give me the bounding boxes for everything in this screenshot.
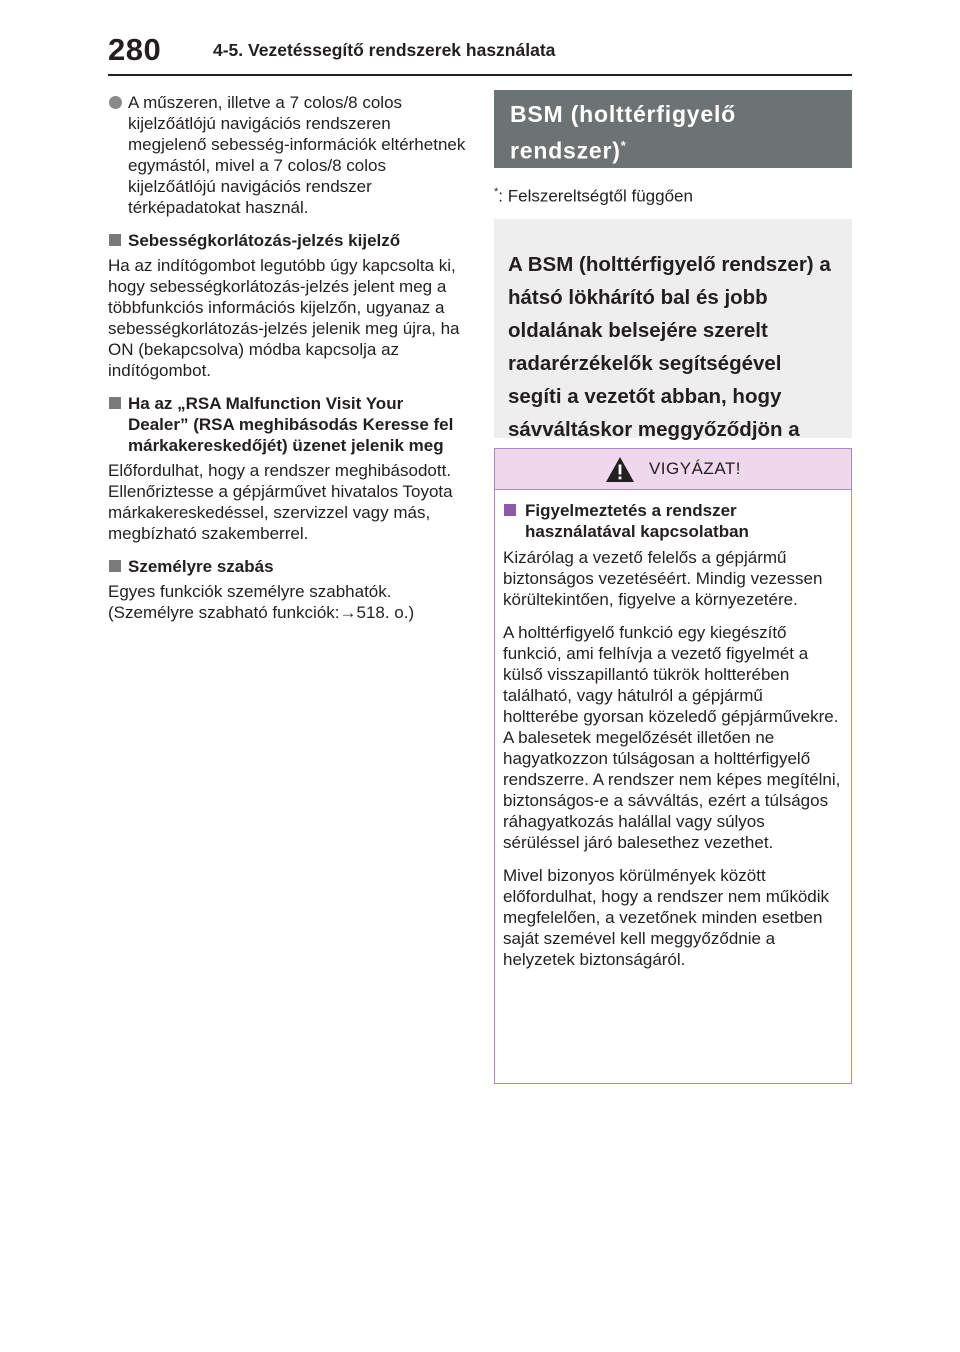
footnote-text: : Felszereltségtől függően: [498, 186, 693, 206]
caution-body: [495, 490, 851, 970]
left-column: [108, 92, 468, 635]
square-bullet-icon: [504, 504, 516, 516]
section-heading: [108, 230, 468, 251]
caution-title: VIGYÁZAT!: [648, 459, 742, 478]
caution-heading-text: Figyelmeztetés a rendszer használatával kapcsolatban: [525, 501, 749, 541]
caution-paragraph: A holttérfigyelő funkció egy kiegészítő funkció, ami felhívja a vezető figyelmét a külső visszapillantó tükrök holtterében található, vagy hátulról a gépjármű holtterébe gyorsan közeledő gépjárművekre. A balesetek megelőzését illetően ne hagyatkozzon túlságosan a holttérfigyelő rendszerre. A rendszer nem képes megítélni, biztonságos-e a sávváltás, ezért a túlságos ráhagyatkozás halállal vagy súlyos sérüléssel járó balesethez vezethet.: [503, 623, 841, 852]
square-bullet-icon: [109, 560, 121, 572]
section-body: Ha az indítógombot legutóbb úgy kapcsolta ki, hogy sebességkorlátozás-jelzés jelent meg a többfunkciós információs kijelzőn, ugyanaz a sebességkorlátozás-jelzés jelenik meg újra, ha ON (bekapcsolva) módba kapcsolja az indítógombot.: [108, 256, 460, 380]
page-header-title: 4-5. Vezetéssegítő rendszerek használata: [213, 40, 556, 60]
section-body: Előfordulhat, hogy a rendszer meghibásodott. Ellenőriztesse a gépjárművet hivatalos Toyota márkakereskedéssel, szervizzel vagy más, megbízható szakemberrel.: [108, 461, 453, 543]
footnote: [494, 186, 693, 207]
section-heading-text: Személyre szabás: [128, 557, 274, 576]
bsm-banner-title: BSM (holttérfigyelő rendszer): [510, 101, 737, 164]
section-heading-text: Ha az „RSA Malfunction Visit Your Dealer” (RSA meghibásodás Keresse fel márkakereskedőjét) üzenet jelenik meg: [128, 394, 454, 455]
square-bullet-icon: [109, 234, 121, 246]
header-divider: [108, 74, 852, 76]
caution-paragraph: Kizárólag a vezető felelős a gépjármű biztonságos vezetéséért. Mindig vezessen körültekintően, figyelve a környezetére.: [503, 548, 823, 609]
bsm-section-banner: [494, 90, 852, 168]
section-heading-text: Sebességkorlátozás-jelzés kijelző: [128, 231, 401, 250]
bullet-dot-icon: [109, 96, 122, 109]
page-number: 280: [108, 32, 162, 67]
square-bullet-icon: [109, 397, 121, 409]
section-body: Egyes funkciók személyre szabhatók. (Személyre szabható funkciók:→518. o.): [108, 582, 415, 622]
caution-header: [495, 449, 851, 490]
bullet-text: A műszeren, illetve a 7 colos/8 colos kijelzőátlójú navigációs rendszeren megjelenő sebesség-információk eltérhetnek egymástól, mivel a 7 colos/8 colos kijelzőátlójú navigációs rendszer térképadatokat használ.: [128, 93, 466, 217]
banner-footnote-mark: *: [620, 138, 627, 153]
caution-heading: [503, 500, 843, 542]
warning-triangle-icon: [605, 456, 635, 483]
footnote-mark: *: [494, 186, 499, 198]
bullet-paragraph: [108, 92, 468, 218]
bsm-intro-box: A BSM (holttérfigyelő rendszer) a hátsó lökhárító bal és jobb oldalának belsejére szerelt radarérzékelők segítségével segíti a vezetőt abban, hogy sávváltáskor meggyőződjön a: [494, 219, 852, 438]
caution-paragraph: Mivel bizonyos körülmények között előfordulhat, hogy a rendszer nem működik megfelelően, a vezetőnek minden esetben saját szemével kell meggyőződnie a helyzetek biztonságáról.: [503, 866, 830, 969]
section-heading: [108, 393, 468, 456]
section-heading: [108, 556, 468, 577]
caution-box: [494, 448, 852, 1084]
